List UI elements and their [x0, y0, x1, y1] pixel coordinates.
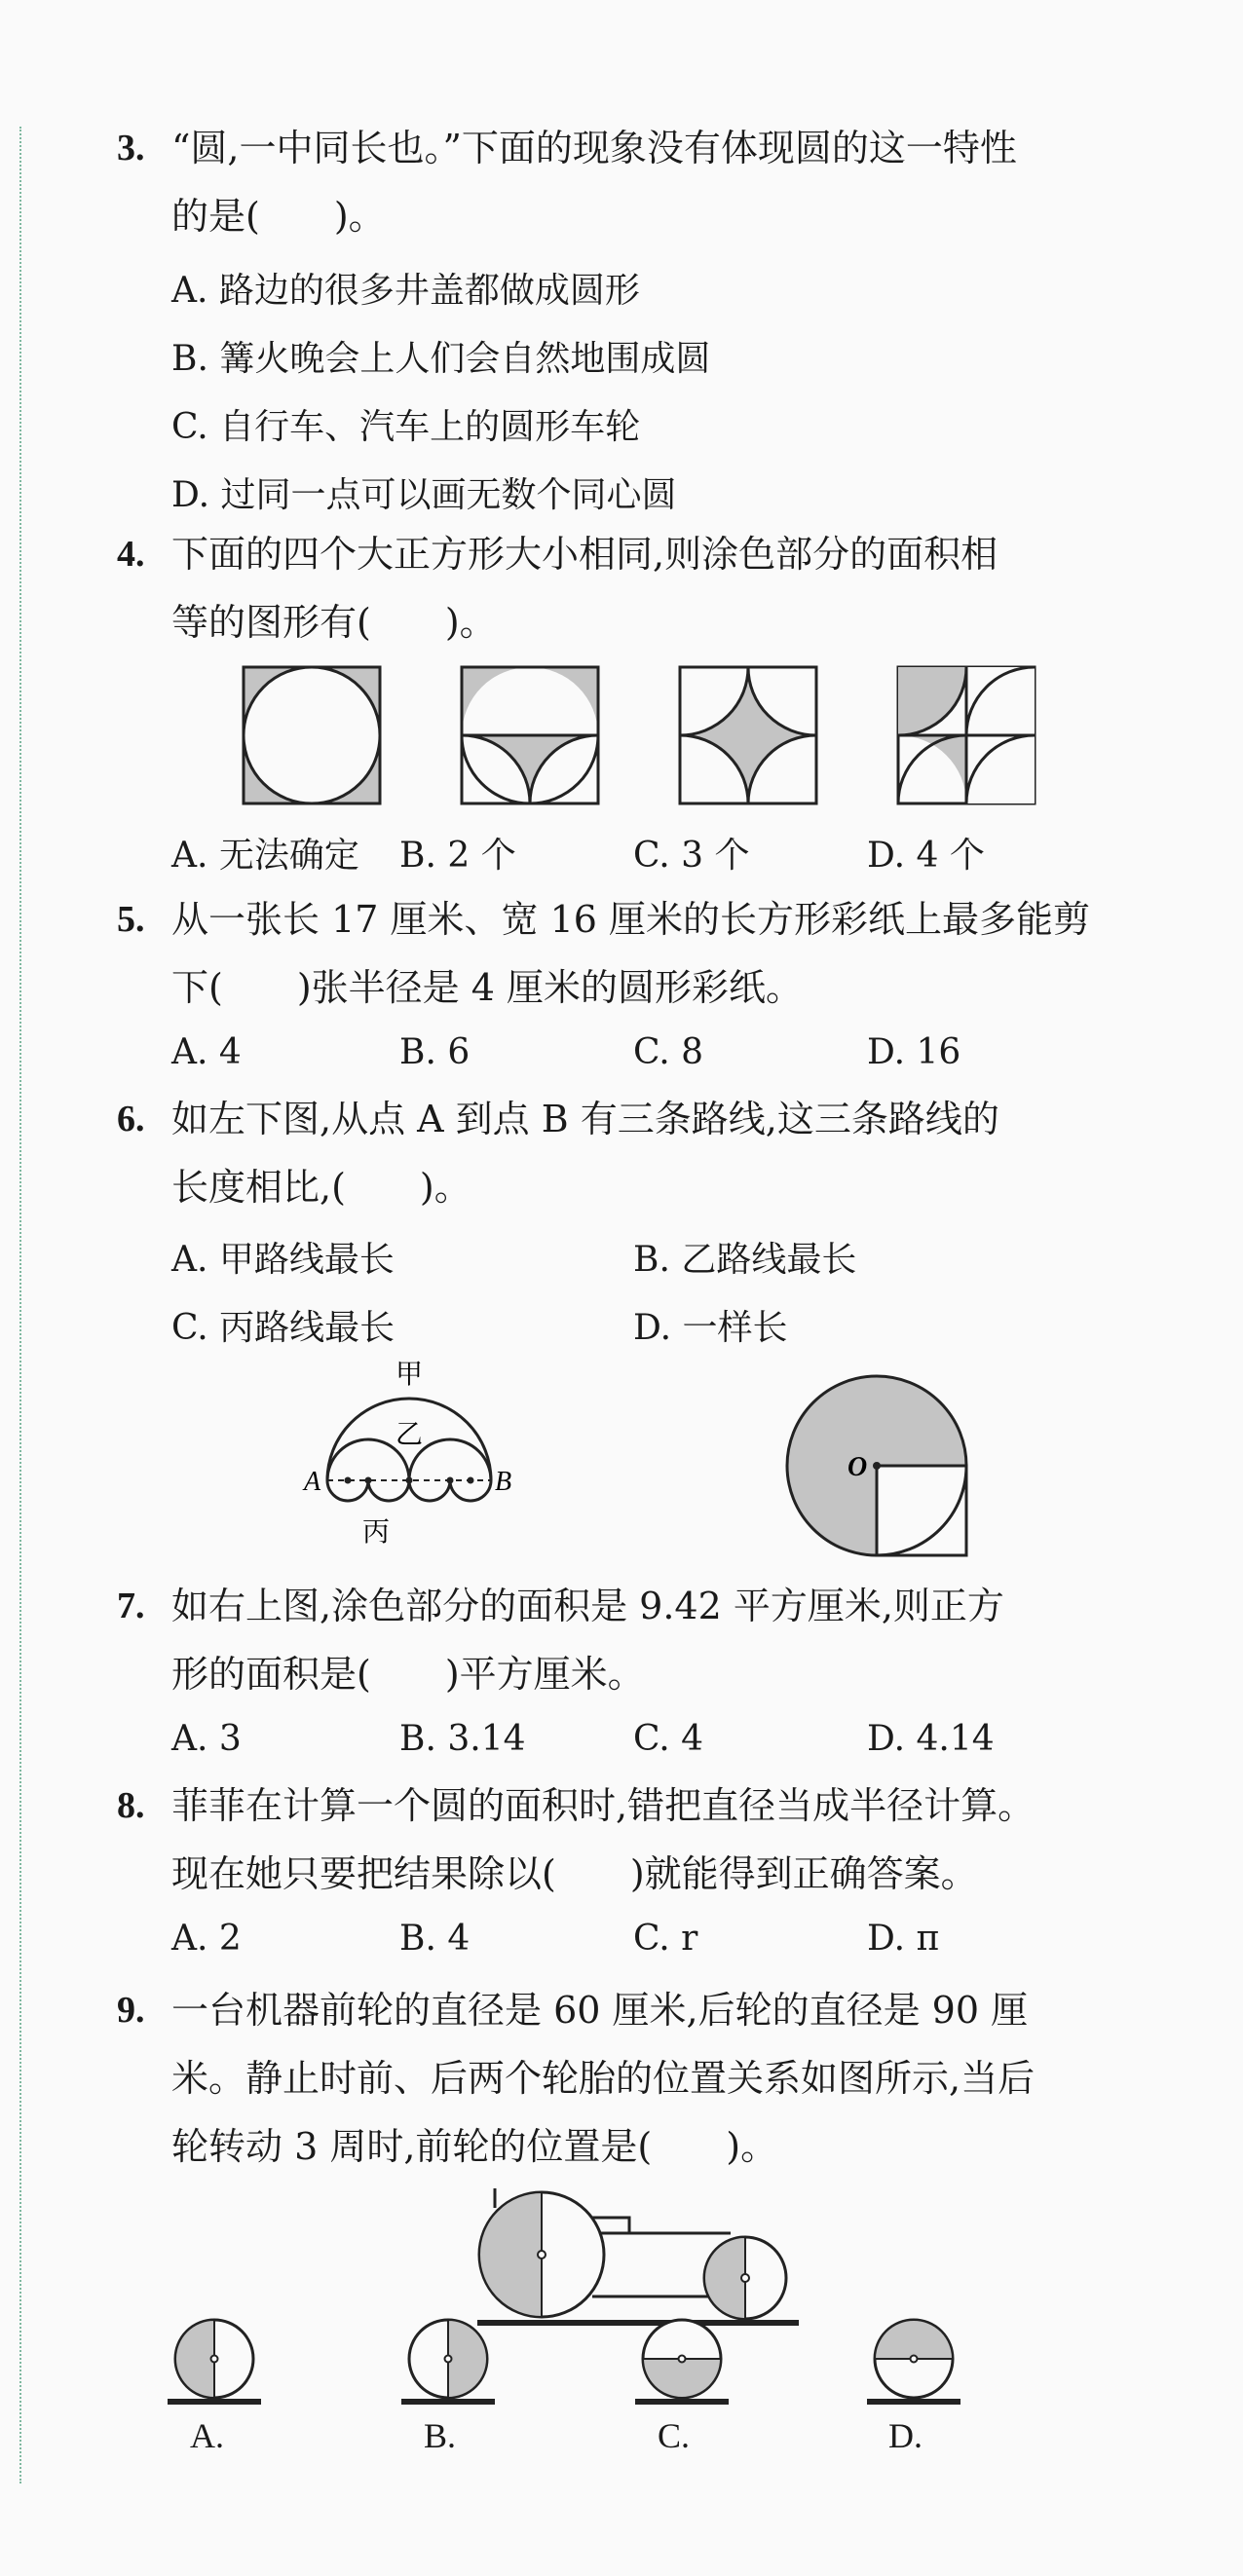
square-figure-3 [680, 667, 816, 803]
option-d[interactable]: D. 过同一点可以画无数个同心圆 [171, 475, 677, 515]
option-c[interactable]: C. 自行车、汽车上的圆形车轮 [171, 407, 641, 447]
square-figures [234, 657, 1072, 813]
option-a[interactable]: A. 无法确定 [171, 836, 359, 876]
question-number: 9. [117, 1990, 145, 2031]
question-text-line: 等的图形有( )。 [171, 601, 497, 644]
question-number: 8. [117, 1785, 145, 1826]
option-c[interactable]: C. 4 [633, 1719, 704, 1759]
question-text-line: 如右上图,涂色部分的面积是 9.42 平方厘米,则正方 [171, 1585, 1004, 1627]
option-d[interactable]: D. 4.14 [867, 1719, 995, 1759]
option-d[interactable]: D. π [867, 1919, 940, 1959]
option-b-wheel[interactable] [399, 2318, 497, 2406]
option-a[interactable]: A. 甲路线最长 [171, 1240, 395, 1280]
option-b[interactable]: B. 3.14 [399, 1719, 526, 1759]
question-number: 3. [117, 128, 145, 168]
option-b[interactable]: B. 篝火晚会上人们会自然地围成圆 [171, 339, 711, 379]
question-text-line: 轮转动 3 周时,前轮的位置是( )。 [171, 2125, 778, 2168]
square-figure-4 [898, 667, 1035, 803]
question-number: 7. [117, 1586, 145, 1626]
binding-margin-line [19, 127, 21, 2483]
option-a[interactable]: A. 3 [171, 1719, 242, 1759]
question-text-line: 现在她只要把结果除以( )就能得到正确答案。 [171, 1852, 978, 1895]
question-text-line: 下面的四个大正方形大小相同,则涂色部分的面积相 [171, 533, 998, 576]
question-text-line: 如左下图,从点 A 到点 B 有三条路线,这三条路线的 [171, 1098, 999, 1140]
option-c[interactable]: C. 丙路线最长 [171, 1308, 396, 1348]
square-figure-2 [462, 667, 598, 803]
option-d-wheel[interactable] [865, 2318, 962, 2406]
option-a-wheel[interactable] [166, 2318, 263, 2406]
question-text-line: 菲菲在计算一个圆的面积时,错把直径当成半径计算。 [171, 1784, 1036, 1827]
option-d[interactable]: D. 一样长 [633, 1308, 788, 1348]
option-d[interactable]: D. 4 个 [867, 836, 985, 876]
machine-figure [477, 2186, 809, 2333]
route-figure [292, 1354, 526, 1558]
option-b[interactable]: B. 6 [399, 1032, 471, 1072]
question-text-line: 从一张长 17 厘米、宽 16 厘米的长方形彩纸上最多能剪 [171, 898, 1091, 941]
option-d[interactable]: D. 16 [867, 1032, 961, 1072]
question-text-line: 形的面积是( )平方厘米。 [171, 1653, 645, 1696]
question-text-line: “圆,一中同长也。”下面的现象没有体现圆的这一特性 [171, 127, 1017, 169]
question-number: 6. [117, 1099, 145, 1139]
option-a[interactable]: A. 路边的很多井盖都做成圆形 [171, 271, 640, 311]
question-text-line: 长度相比,( )。 [171, 1166, 471, 1209]
option-c[interactable]: C. r [633, 1919, 698, 1959]
label-bing: 丙 [361, 1515, 391, 1548]
option-b[interactable]: B. 2 个 [399, 836, 516, 876]
label-a: A [304, 1467, 321, 1497]
circle-square-figure [779, 1368, 974, 1563]
option-c-label[interactable]: C. [658, 2416, 691, 2455]
square-figure-1 [244, 667, 380, 803]
question-text-line: 的是( )。 [171, 195, 386, 238]
label-yi: 乙 [395, 1418, 424, 1450]
option-b[interactable]: B. 乙路线最长 [633, 1240, 857, 1280]
option-c[interactable]: C. 8 [633, 1032, 704, 1072]
question-number: 5. [117, 899, 145, 940]
question-text-line: 米。静止时前、后两个轮胎的位置关系如图所示,当后 [171, 2057, 1036, 2100]
label-b: B [495, 1467, 512, 1497]
option-a[interactable]: A. 2 [171, 1919, 242, 1959]
option-d-label[interactable]: D. [888, 2416, 923, 2455]
option-c[interactable]: C. 3 个 [633, 836, 750, 876]
option-a-label[interactable]: A. [190, 2416, 224, 2455]
option-a[interactable]: A. 4 [171, 1032, 242, 1072]
label-jia: 甲 [395, 1358, 424, 1390]
option-b[interactable]: B. 4 [399, 1919, 471, 1959]
option-c-wheel[interactable] [633, 2318, 731, 2406]
question-text-line: 下( )张半径是 4 厘米的圆形彩纸。 [171, 966, 803, 1009]
question-number: 4. [117, 534, 145, 575]
question-text-line: 一台机器前轮的直径是 60 厘米,后轮的直径是 90 厘 [171, 1989, 1029, 2032]
option-b-label[interactable]: B. [424, 2416, 457, 2455]
label-o: O [848, 1452, 868, 1482]
